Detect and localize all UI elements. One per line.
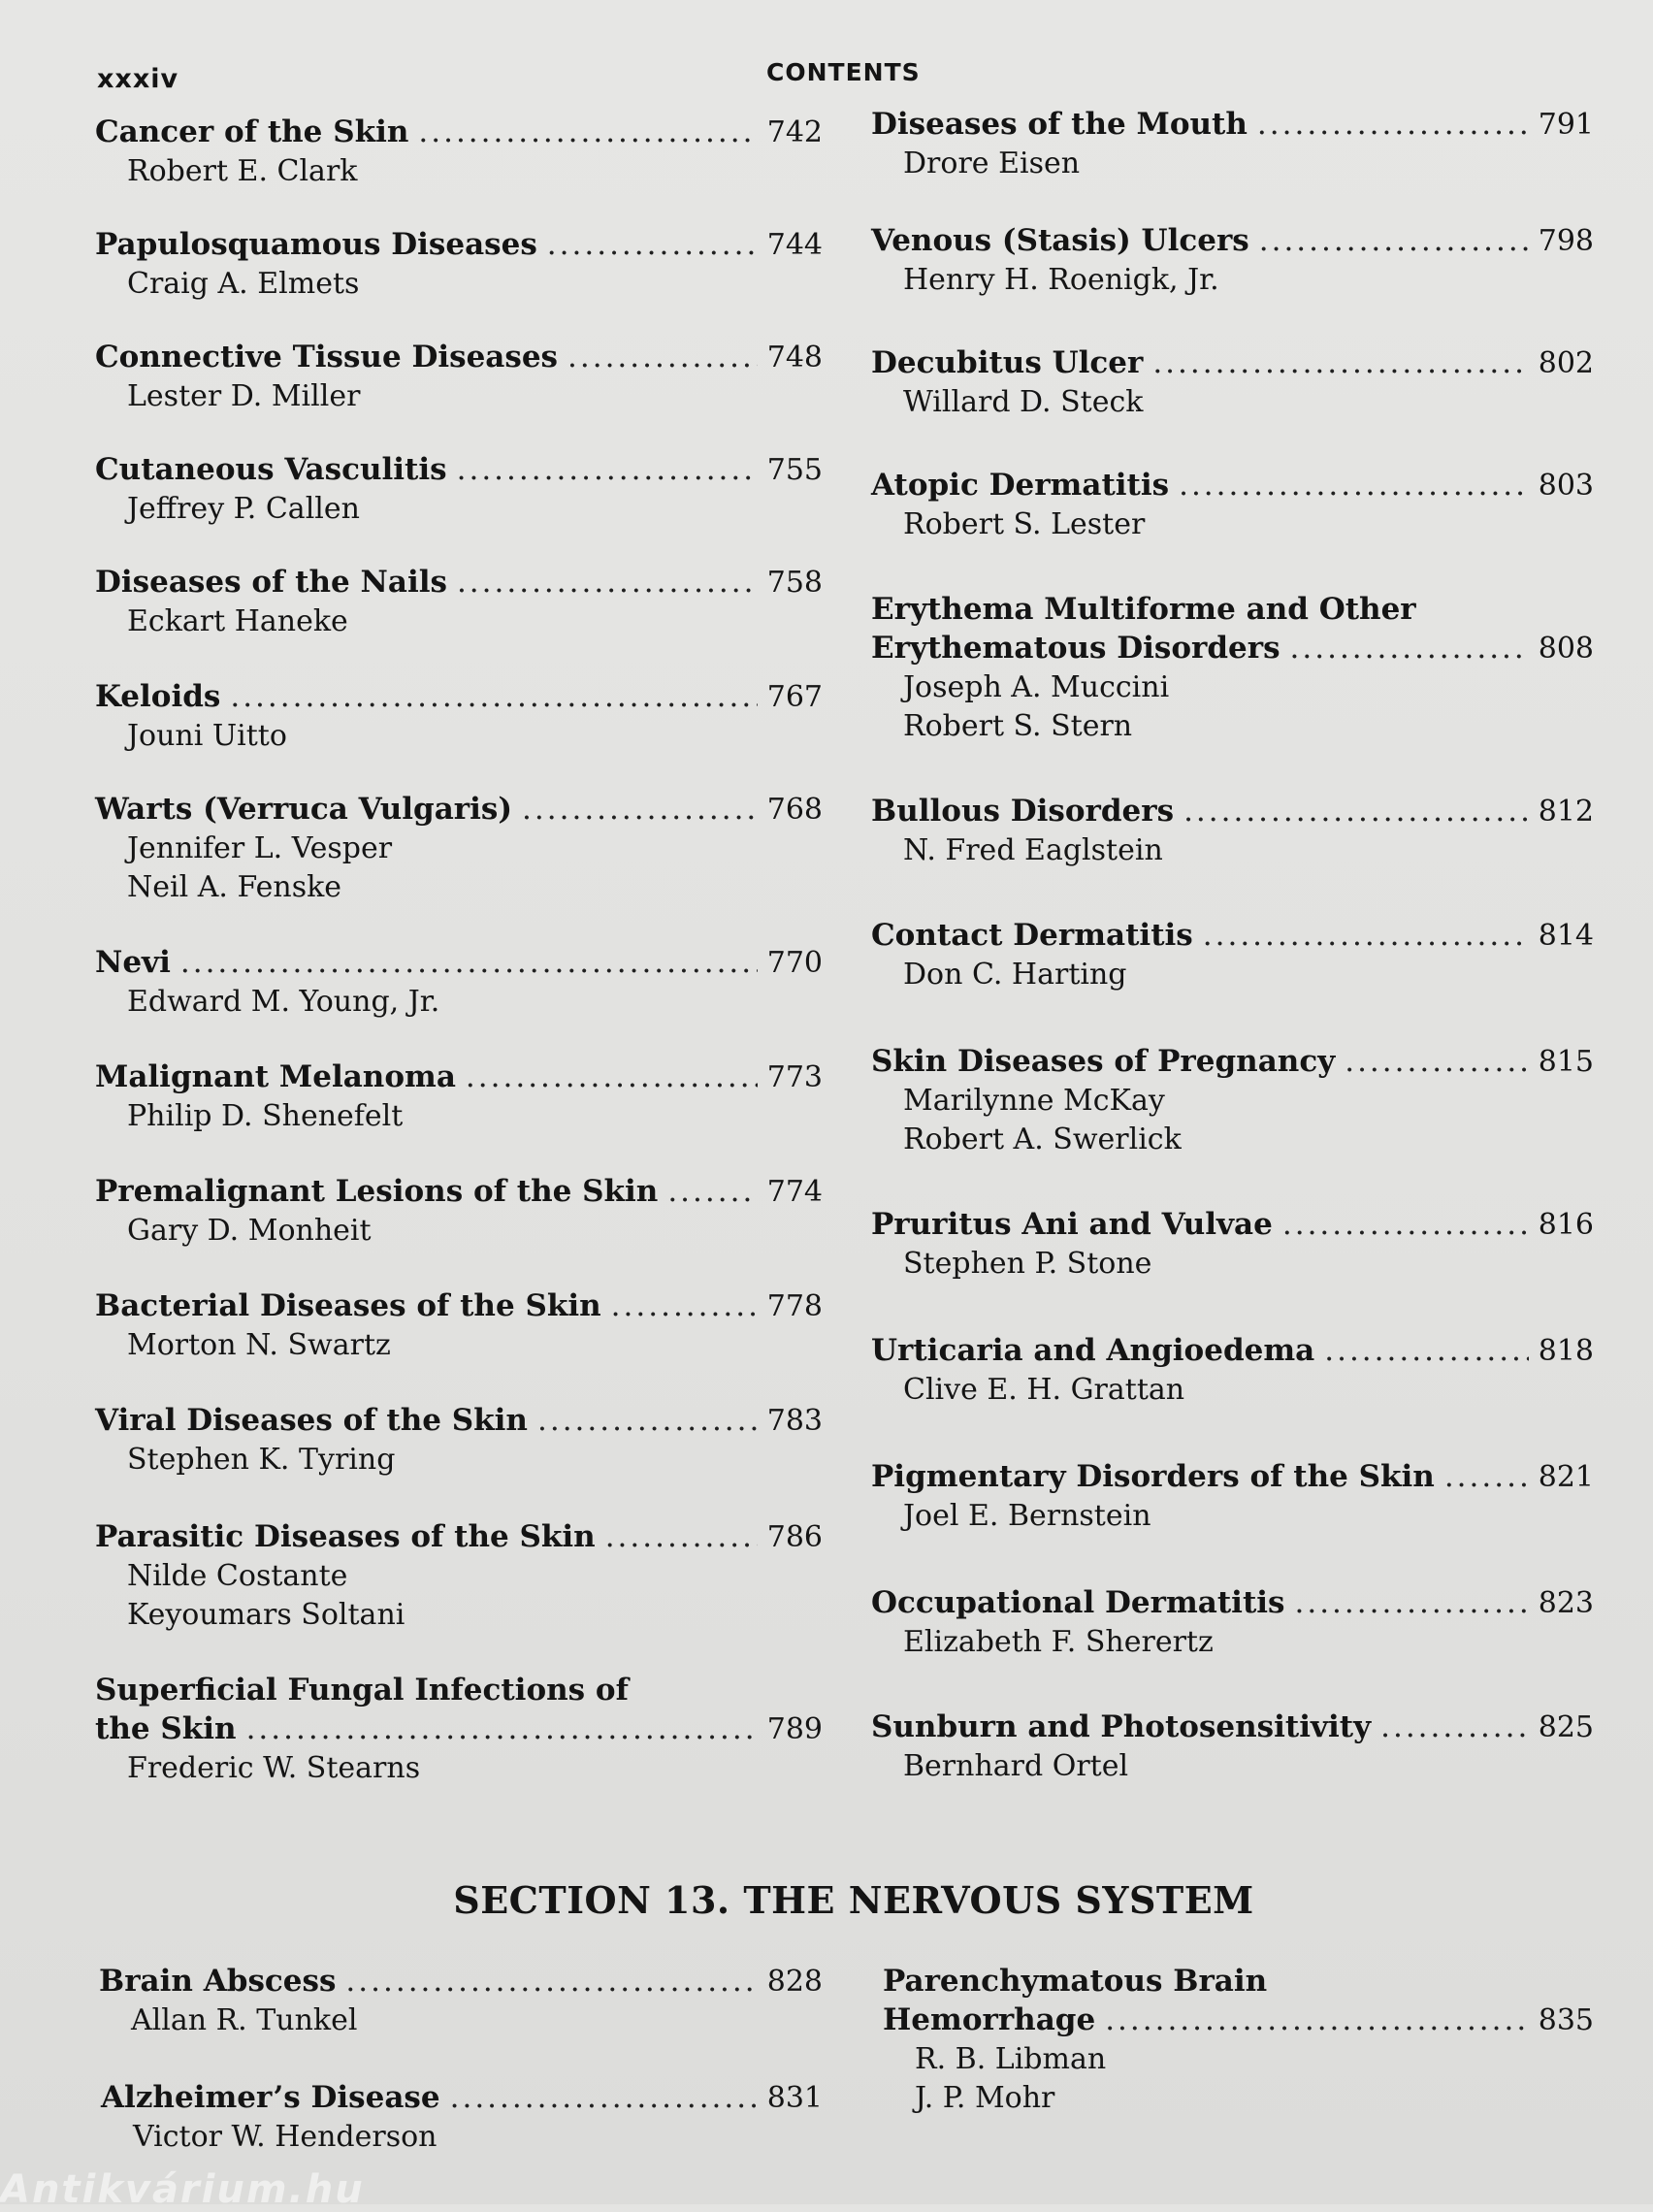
entry-title: Diseases of the Mouth: [871, 107, 1248, 142]
toc-entry[interactable]: [871, 1583, 1594, 1662]
toc-entry[interactable]: [95, 225, 823, 304]
entry-author: Lester D. Miller: [127, 379, 361, 413]
leader-dots: [1295, 1583, 1529, 1622]
leader-dots: [605, 1517, 758, 1556]
toc-entry[interactable]: [95, 1517, 823, 1635]
entry-title: Bacterial Diseases of the Skin: [95, 1288, 601, 1323]
leader-dots: [1324, 1331, 1528, 1370]
toc-entry[interactable]: [95, 1172, 823, 1251]
entry-author: Edward M. Young, Jr.: [127, 985, 440, 1019]
leader-dots: [611, 1286, 758, 1325]
entry-page: 773: [766, 1060, 823, 1094]
entry-title: Occupational Dermatitis: [871, 1585, 1285, 1620]
entry-title: Premalignant Lesions of the Skin: [95, 1174, 659, 1209]
toc-entry[interactable]: [95, 790, 823, 907]
toc-entry[interactable]: [871, 792, 1594, 870]
entry-author: Jouni Uitto: [127, 719, 287, 753]
entry-author: Drore Eisen: [903, 146, 1081, 180]
entry-title: Connective Tissue Diseases: [95, 340, 559, 374]
entry-author: Don C. Harting: [903, 958, 1127, 992]
entry-title: Sunburn and Photosensitivity: [871, 1709, 1372, 1744]
leader-dots: [1259, 221, 1529, 260]
entry-title: Pruritus Ani and Vulvae: [871, 1207, 1273, 1242]
entry-author: Robert S. Stern: [903, 709, 1133, 743]
toc-entry[interactable]: [95, 563, 823, 641]
entry-page: 803: [1538, 469, 1594, 503]
entry-author: Morton N. Swartz: [127, 1328, 391, 1362]
leader-dots: [1183, 792, 1529, 830]
entry-title: Parasitic Diseases of the Skin: [95, 1519, 596, 1554]
entry-page: 767: [766, 680, 823, 714]
entry-author: Victor W. Henderson: [133, 2120, 438, 2154]
entry-author: Nilde Costante: [127, 1559, 348, 1593]
entry-page: 789: [766, 1712, 823, 1746]
entry-author: J. P. Mohr: [915, 2081, 1055, 2115]
toc-entry[interactable]: [883, 1962, 1594, 2118]
entry-author: Keyoumars Soltani: [127, 1598, 405, 1632]
entry-page: 748: [766, 341, 823, 374]
toc-entry[interactable]: [871, 1205, 1594, 1284]
leader-dots: [1203, 916, 1529, 955]
toc-entry[interactable]: [95, 113, 823, 191]
entry-page: 815: [1538, 1045, 1594, 1079]
entry-page: 742: [766, 115, 823, 149]
leader-dots: [1380, 1708, 1529, 1746]
entry-author: Robert A. Swerlick: [903, 1122, 1182, 1156]
entry-title: Cancer of the Skin: [95, 114, 409, 149]
leader-dots: [522, 790, 758, 829]
entry-page: 816: [1538, 1208, 1594, 1242]
entry-title: Diseases of the Nails: [95, 565, 447, 600]
section-heading: SECTION 13. THE NERVOUS SYSTEM: [453, 1878, 1254, 1922]
leader-dots: [537, 1401, 758, 1440]
entry-author: Robert E. Clark: [127, 154, 358, 188]
entry-page: 786: [766, 1520, 823, 1554]
leader-dots: [457, 563, 758, 602]
entry-title-line1: Superficial Fungal Infections of: [95, 1673, 629, 1708]
leader-dots: [418, 113, 757, 151]
entry-author: Frederic W. Stearns: [127, 1751, 421, 1785]
toc-entry[interactable]: [95, 1401, 823, 1480]
toc-entry[interactable]: [871, 105, 1594, 183]
entry-author: R. B. Libman: [915, 2042, 1107, 2076]
entry-title: Atopic Dermatitis: [871, 468, 1170, 503]
toc-entry[interactable]: [95, 1057, 823, 1136]
toc-entry[interactable]: [95, 1671, 823, 1788]
entry-author: Willard D. Steck: [903, 385, 1144, 419]
entry-author: Stephen P. Stone: [903, 1247, 1152, 1281]
entry-page: 808: [1538, 632, 1594, 666]
entry-page: 768: [766, 793, 823, 827]
entry-title: Skin Diseases of Pregnancy: [871, 1044, 1336, 1079]
toc-entry[interactable]: [871, 1042, 1594, 1159]
entry-title: Malignant Melanoma: [95, 1059, 456, 1094]
entry-author: Philip D. Shenefelt: [127, 1099, 404, 1133]
entry-page: 770: [766, 946, 823, 980]
leader-dots: [547, 225, 758, 264]
entry-title: Hemorrhage: [883, 2002, 1096, 2037]
entry-title: Venous (Stasis) Ulcers: [871, 223, 1249, 258]
leader-dots: [1444, 1457, 1529, 1496]
entry-author: Joseph A. Muccini: [903, 670, 1170, 704]
toc-entry[interactable]: [871, 1457, 1594, 1536]
entry-title: Alzheimer’s Disease: [101, 2080, 440, 2115]
leader-dots: [457, 450, 758, 489]
leader-dots: [230, 677, 757, 716]
page-number: xxxiv: [97, 64, 179, 94]
entry-page: 778: [766, 1289, 823, 1323]
entry-title: Contact Dermatitis: [871, 918, 1193, 953]
toc-entry[interactable]: [871, 466, 1594, 544]
leader-dots: [1290, 629, 1529, 667]
entry-author: Bernhard Ortel: [903, 1749, 1129, 1783]
entry-author: Neil A. Fenske: [127, 870, 342, 904]
leader-dots: [667, 1172, 757, 1211]
watermark-stamp: Antikvárium.hu: [0, 2167, 365, 2212]
entry-page: 755: [766, 453, 823, 487]
leader-dots: [180, 943, 758, 982]
toc-entry[interactable]: [95, 677, 823, 756]
toc-entry[interactable]: [99, 1962, 823, 2040]
toc-entry[interactable]: [871, 590, 1594, 746]
entry-title: Viral Diseases of the Skin: [95, 1403, 528, 1438]
entry-page: 758: [766, 566, 823, 600]
entry-page: 835: [1538, 2003, 1594, 2037]
entry-author: Jeffrey P. Callen: [127, 492, 360, 526]
leader-dots: [1282, 1205, 1529, 1244]
leader-dots: [466, 1057, 758, 1096]
entry-author: Craig A. Elmets: [127, 267, 360, 301]
entry-page: 818: [1538, 1334, 1594, 1368]
entry-title: Cutaneous Vasculitis: [95, 452, 447, 487]
toc-entry[interactable]: [95, 450, 823, 529]
toc-entry[interactable]: [101, 2078, 823, 2157]
entry-author: Clive E. H. Grattan: [903, 1373, 1185, 1407]
entry-page: 812: [1538, 795, 1594, 829]
leader-dots: [345, 1962, 757, 2001]
leader-dots: [1345, 1042, 1529, 1081]
entry-page: 821: [1538, 1460, 1594, 1494]
entry-title: Brain Abscess: [99, 1964, 337, 1999]
leader-dots: [450, 2078, 758, 2117]
leader-dots: [567, 338, 758, 376]
entry-page: 802: [1538, 346, 1594, 380]
toc-entry[interactable]: [871, 343, 1594, 422]
toc-entry[interactable]: [871, 221, 1594, 300]
entry-page: 825: [1538, 1710, 1594, 1744]
entry-page: 798: [1538, 224, 1594, 258]
entry-page: 828: [766, 1965, 823, 1999]
entry-author: N. Fred Eaglstein: [903, 833, 1163, 867]
entry-page: 783: [766, 1404, 823, 1438]
leader-dots: [1105, 2001, 1529, 2039]
toc-entry[interactable]: [871, 916, 1594, 994]
leader-dots: [1179, 466, 1529, 504]
entry-title: Keloids: [95, 679, 221, 714]
entry-author: Henry H. Roenigk, Jr.: [903, 263, 1219, 297]
leader-dots: [1152, 343, 1528, 382]
entry-title: Erythematous Disorders: [871, 631, 1280, 666]
entry-author: Robert S. Lester: [903, 507, 1146, 541]
entry-page: 774: [766, 1175, 823, 1209]
toc-entry[interactable]: [95, 1286, 823, 1365]
entry-page: 791: [1538, 108, 1594, 142]
entry-title: Papulosquamous Diseases: [95, 227, 537, 262]
entry-title: Nevi: [95, 945, 171, 980]
toc-entry[interactable]: [95, 943, 823, 1022]
entry-page: 823: [1538, 1586, 1594, 1620]
toc-entry[interactable]: [871, 1331, 1594, 1410]
toc-entry[interactable]: [871, 1708, 1594, 1786]
entry-author: Gary D. Monheit: [127, 1214, 372, 1248]
entry-author: Jennifer L. Vesper: [127, 831, 393, 865]
entry-title-line1: Erythema Multiforme and Other: [871, 592, 1416, 627]
entry-title: Warts (Verruca Vulgaris): [95, 792, 513, 827]
entry-author: Marilynne McKay: [903, 1084, 1165, 1118]
entry-title: Pigmentary Disorders of the Skin: [871, 1459, 1435, 1494]
entry-page: 831: [766, 2081, 823, 2115]
entry-author: Stephen K. Tyring: [127, 1443, 396, 1477]
leader-dots: [246, 1709, 758, 1748]
entry-title: Urticaria and Angioedema: [871, 1333, 1315, 1368]
entry-author: Allan R. Tunkel: [131, 2003, 358, 2037]
entry-page: 814: [1538, 919, 1594, 953]
toc-entry[interactable]: [95, 338, 823, 416]
entry-title-line1: Parenchymatous Brain: [883, 1964, 1268, 1999]
entry-author: Elizabeth F. Sherertz: [903, 1625, 1214, 1659]
leader-dots: [1257, 105, 1529, 144]
entry-title: Decubitus Ulcer: [871, 345, 1144, 380]
entry-author: Eckart Haneke: [127, 604, 348, 638]
entry-title: Bullous Disorders: [871, 794, 1175, 829]
entry-page: 744: [766, 228, 823, 262]
entry-author: Joel E. Bernstein: [903, 1499, 1151, 1533]
running-head: CONTENTS: [766, 58, 921, 86]
entry-title: the Skin: [95, 1711, 237, 1746]
